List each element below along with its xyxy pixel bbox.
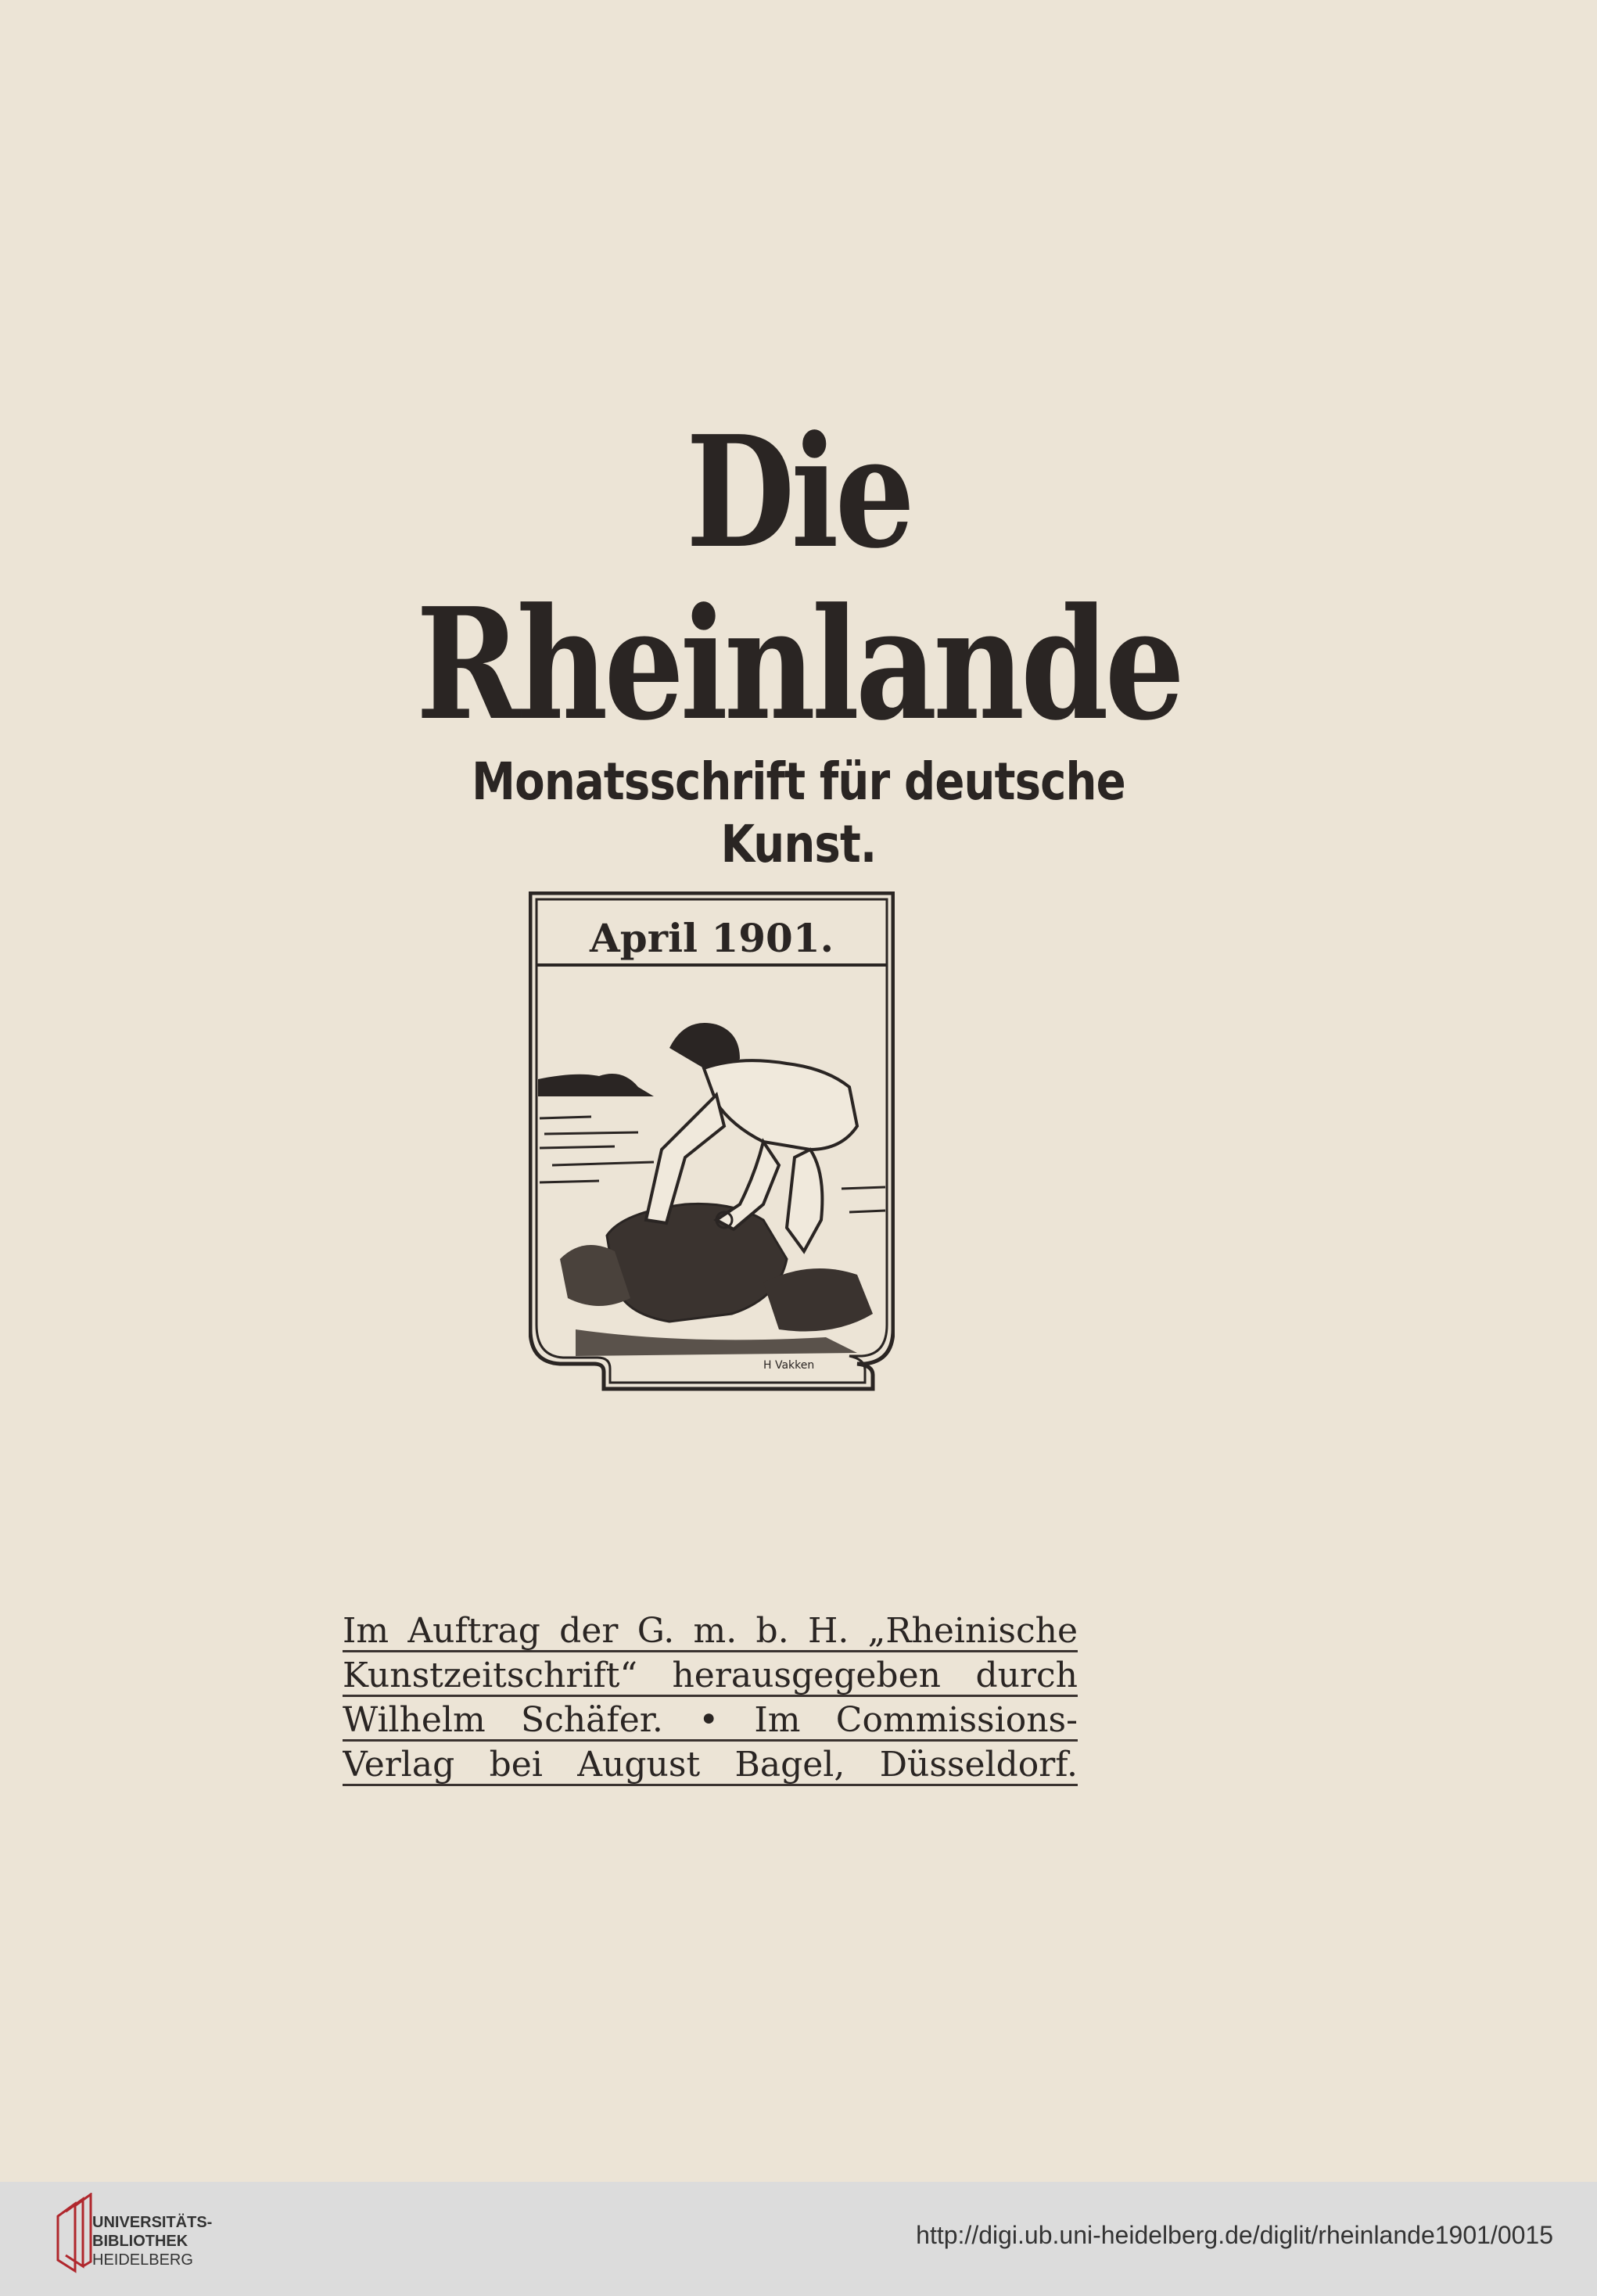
library-name-line: UNIVERSITÄTS-	[92, 2214, 213, 2231]
imprint-line: Wilhelm Schäfer. • Im Commissions-	[343, 1697, 1078, 1742]
imprint-line: Im Auftrag der G. m. b. H. „Rheinische	[343, 1608, 1078, 1652]
imprint-line: Verlag bei August Bagel, Düsseldorf.	[343, 1742, 1078, 1786]
library-name-line: BIBLIOTHEK	[92, 2233, 188, 2250]
source-url-link[interactable]: http://digi.ub.uni-heidelberg.de/diglit/rheinlande1901/0015	[916, 2221, 1553, 2249]
imprint-line: Kunstzeitschrift“ herausgegeben durch	[343, 1652, 1078, 1697]
magazine-title: Die Rheinlande	[415, 403, 1182, 755]
library-name	[92, 2213, 212, 2269]
magazine-subtitle: Monatsschrift für deutsche Kunst.	[472, 752, 1125, 874]
artist-signature: H Vakken	[763, 1359, 815, 1372]
masthead	[0, 403, 1597, 876]
issue-date: April 1901.	[589, 915, 834, 961]
publisher-imprint	[343, 1608, 1078, 1786]
emblem-shield	[529, 891, 895, 1392]
library-name-line: HEIDELBERG	[92, 2251, 193, 2269]
shield-frame-icon	[529, 891, 895, 1392]
library-footer	[0, 2182, 1597, 2296]
